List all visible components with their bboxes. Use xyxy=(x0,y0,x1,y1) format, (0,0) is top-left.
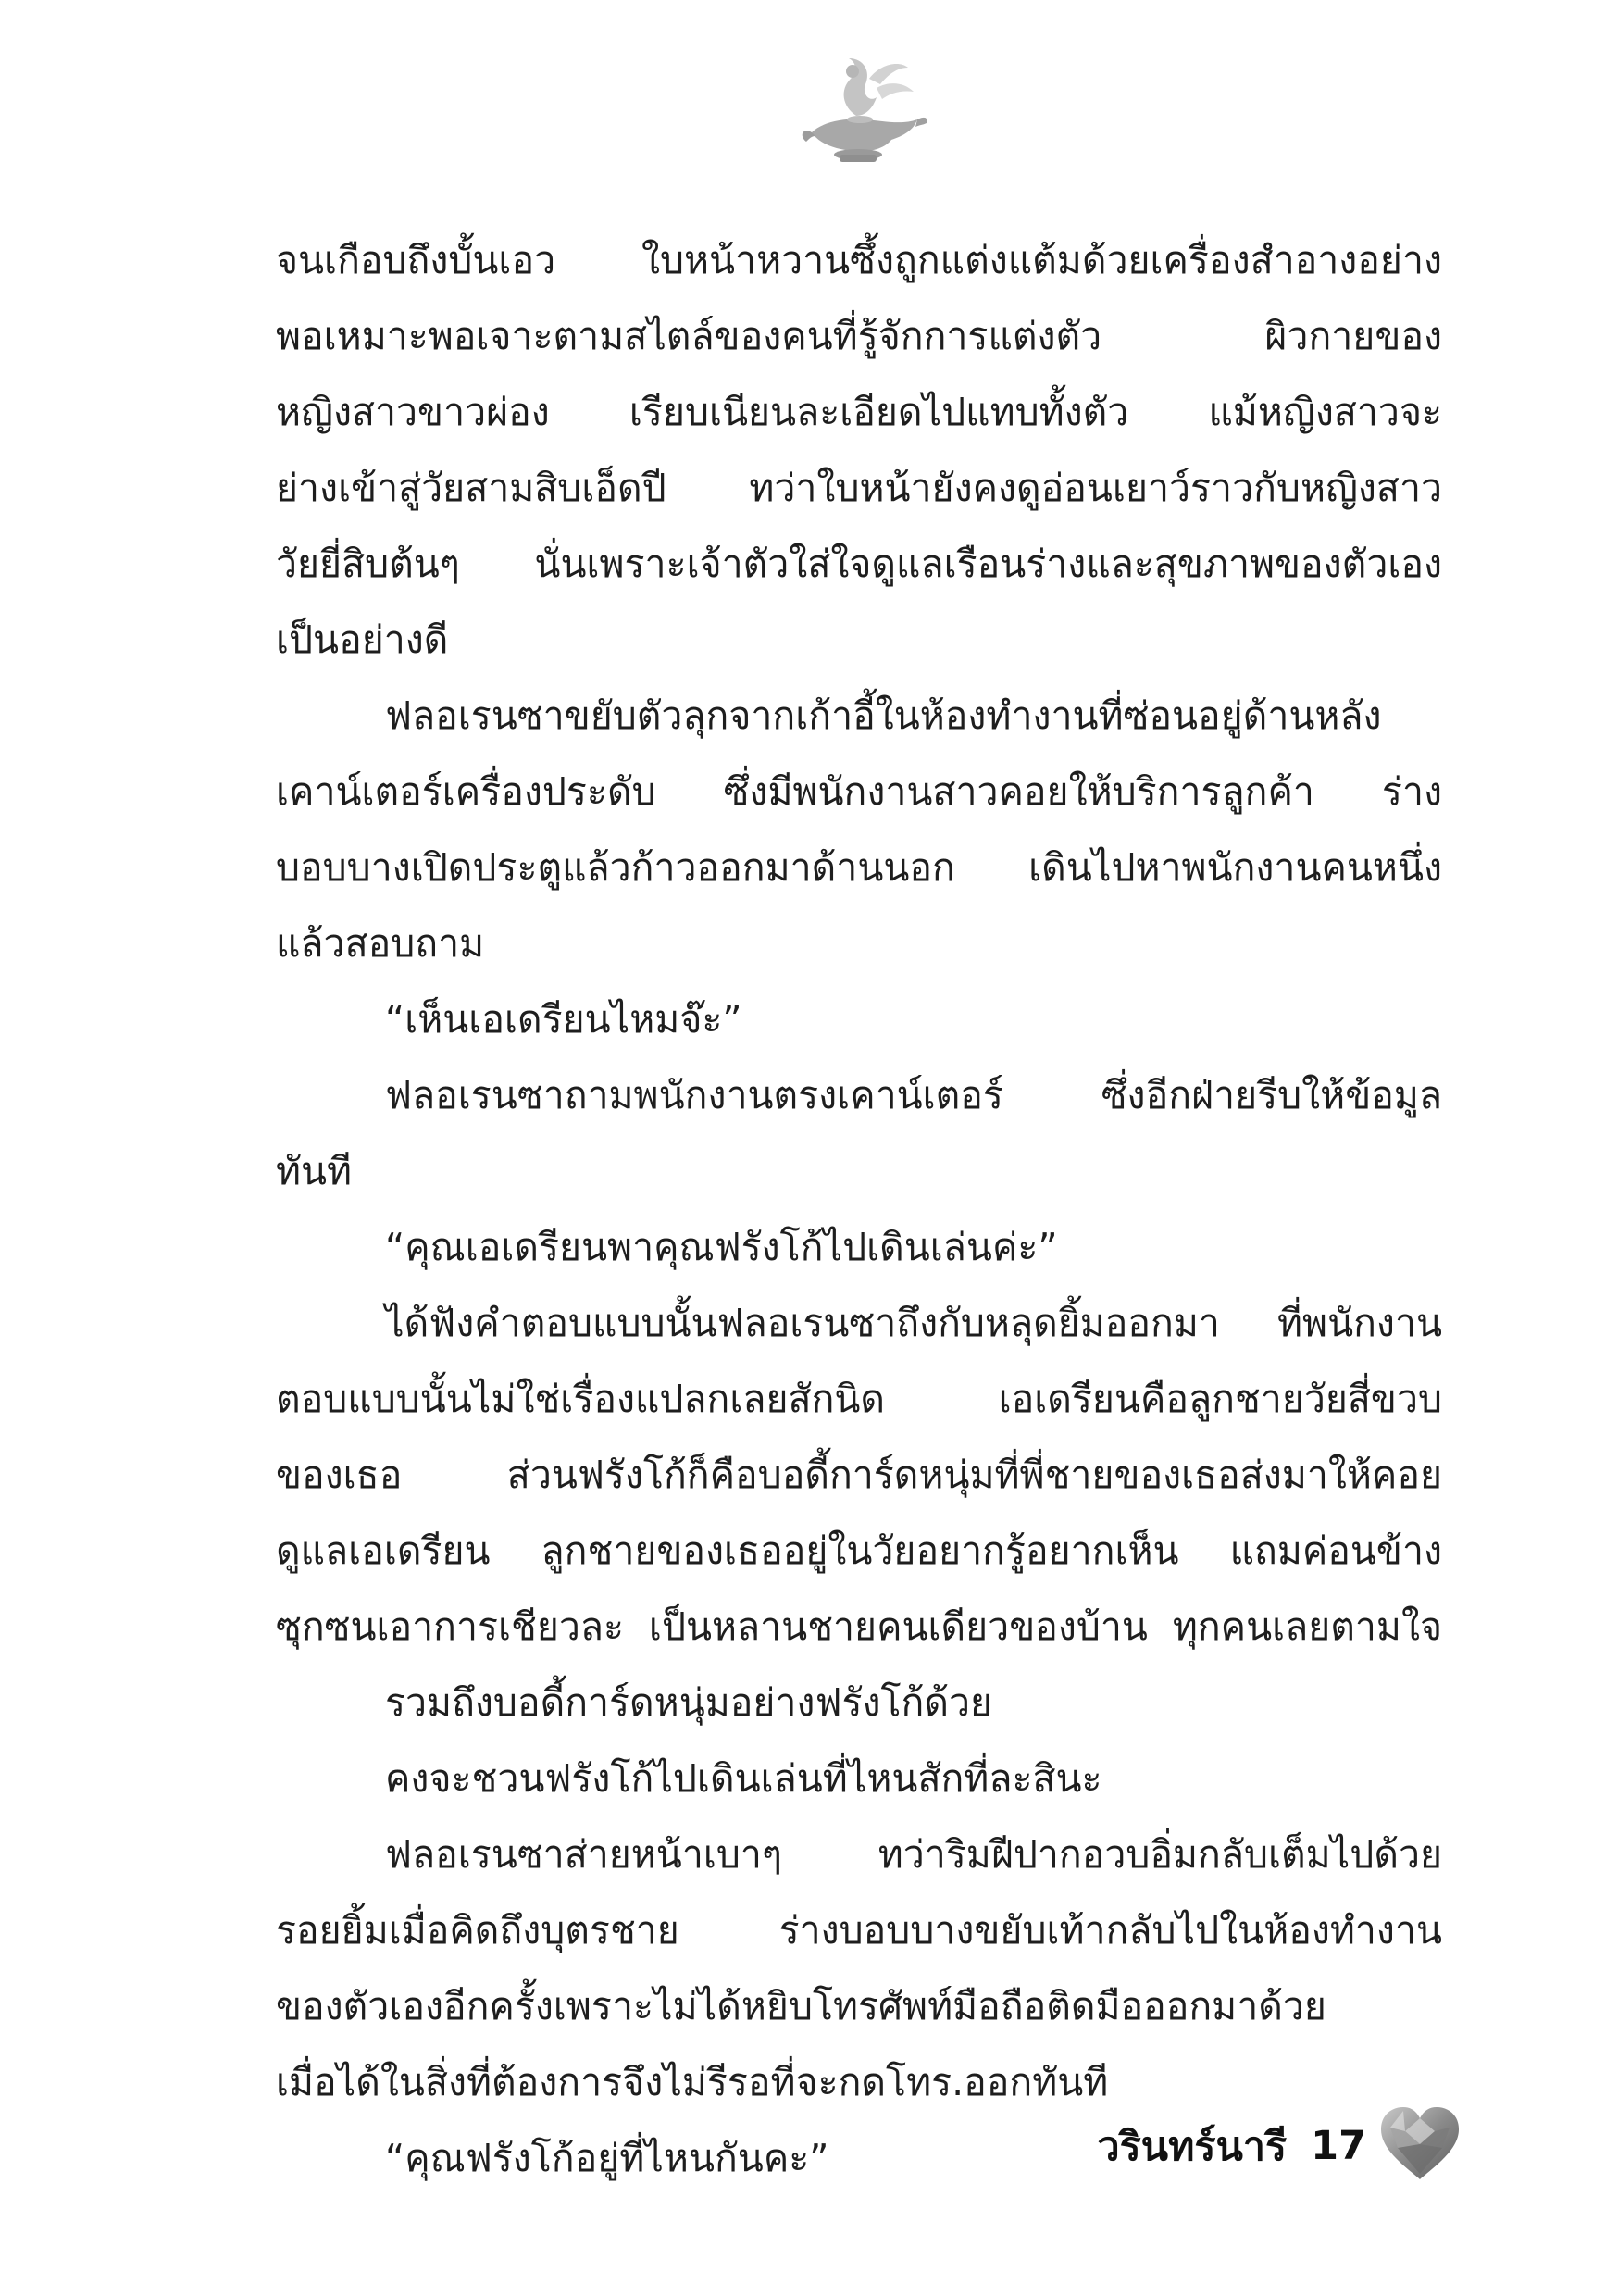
text-line: เมื่อได้ในสิ่งที่ต้องการจึงไม่รีรอที่จะกดโทร.ออกทันที xyxy=(276,2060,1109,2104)
text-line: คงจะชวนฟรังโก้ไปเดินเล่นที่ไหนสักที่ละสินะ xyxy=(385,1756,1102,1801)
text-line: ฟลอเรนซาถามพนักงานตรงเคาน์เตอร์ ซึ่งอีกฝ่ายรีบให้ข้อมูล xyxy=(385,1073,1442,1117)
text-line: เคาน์เตอร์เครื่องประดับ ซึ่งมีพนักงานสาวคอยให้บริการลูกค้า ร่าง xyxy=(276,769,1442,814)
text-line: ของตัวเองอีกครั้งเพราะไม่ได้หยิบโทรศัพท์มือถือติดมือออกมาด้วย xyxy=(276,1984,1326,2028)
text-line: ย่างเข้าสู่วัยสามสิบเอ็ดปี ทว่าใบหน้ายังคงดูอ่อนเยาว์ราวกับหญิงสาว xyxy=(276,466,1442,510)
magic-lamp-icon xyxy=(791,51,930,167)
text-line: หญิงสาวขาวผ่อง เรียบเนียนละเอียดไปแทบทั้งตัว แม้หญิงสาวจะ xyxy=(276,390,1442,434)
text-line: รอยยิ้มเมื่อคิดถึงบุตรชาย ร่างบอบบางขยับเท้ากลับไปในห้องทำงาน xyxy=(276,1908,1442,1953)
text-line: แล้วสอบถาม xyxy=(276,921,485,966)
text-line: ได้ฟังคำตอบแบบนั้นฟลอเรนซาถึงกับหลุดยิ้มออกมา ที่พนักงาน xyxy=(385,1301,1442,1345)
text-line: “คุณเอเดรียนพาคุณฟรังโก้ไปเดินเล่นค่ะ” xyxy=(385,1225,1058,1269)
text-line: ฟลอเรนซาขยับตัวลุกจากเก้าอี้ในห้องทำงานที่ซ่อนอยู่ด้านหลัง xyxy=(385,693,1382,738)
text-line: วัยยี่สิบต้นๆ นั่นเพราะเจ้าตัวใส่ใจดูแลเรือนร่างและสุขภาพของตัวเอง xyxy=(276,542,1442,586)
text-line: ฟลอเรนซาส่ายหน้าเบาๆ ทว่าริมฝีปากอวบอิ่มกลับเต็มไปด้วย xyxy=(385,1832,1442,1877)
text-line: ซุกซนเอาการเชียวละ เป็นหลานชายคนเดียวของบ้าน ทุกคนเลยตามใจ xyxy=(276,1604,1442,1649)
body-text xyxy=(276,222,1442,2196)
text-line: รวมถึงบอดี้การ์ดหนุ่มอย่างฟรังโก้ด้วย xyxy=(385,1680,993,1725)
book-title: วรินทร์นารี xyxy=(1097,2124,1288,2170)
text-line: ของเธอ ส่วนฟรังโก้ก็คือบอดี้การ์ดหนุ่มที่พี่ชายของเธอส่งมาให้คอย xyxy=(276,1453,1442,1497)
text-line: บอบบางเปิดประตูแล้วก้าวออกมาด้านนอก เดินไปหาพนักงานคนหนึ่ง xyxy=(276,845,1442,890)
text-line: พอเหมาะพอเจาะตามสไตล์ของคนที่รู้จักการแต่งตัว ผิวกายของ xyxy=(276,314,1442,358)
page-footer xyxy=(1097,2109,1366,2183)
text-line: เป็นอย่างดี xyxy=(276,618,449,662)
gem-heart-icon xyxy=(1377,2103,1462,2181)
text-line: “เห็นเอเดรียนไหมจ๊ะ” xyxy=(385,997,742,1042)
text-line: ทันที xyxy=(276,1149,353,1193)
text-line: ดูแลเอเดรียน ลูกชายของเธออยู่ในวัยอยากรู้อยากเห็น แถมค่อนข้าง xyxy=(276,1529,1442,1573)
text-line: ตอบแบบนั้นไม่ใช่เรื่องแปลกเลยสักนิด เอเดรียนคือลูกชายวัยสี่ขวบ xyxy=(276,1377,1442,1421)
page-number: 17 xyxy=(1311,2123,1366,2169)
text-line: จนเกือบถึงบั้นเอว ใบหน้าหวานซึ้งถูกแต่งแต้มด้วยเครื่องสำอางอย่าง xyxy=(276,238,1442,282)
text-line: “คุณฟรังโก้อยู่ที่ไหนกันคะ” xyxy=(385,2136,829,2180)
